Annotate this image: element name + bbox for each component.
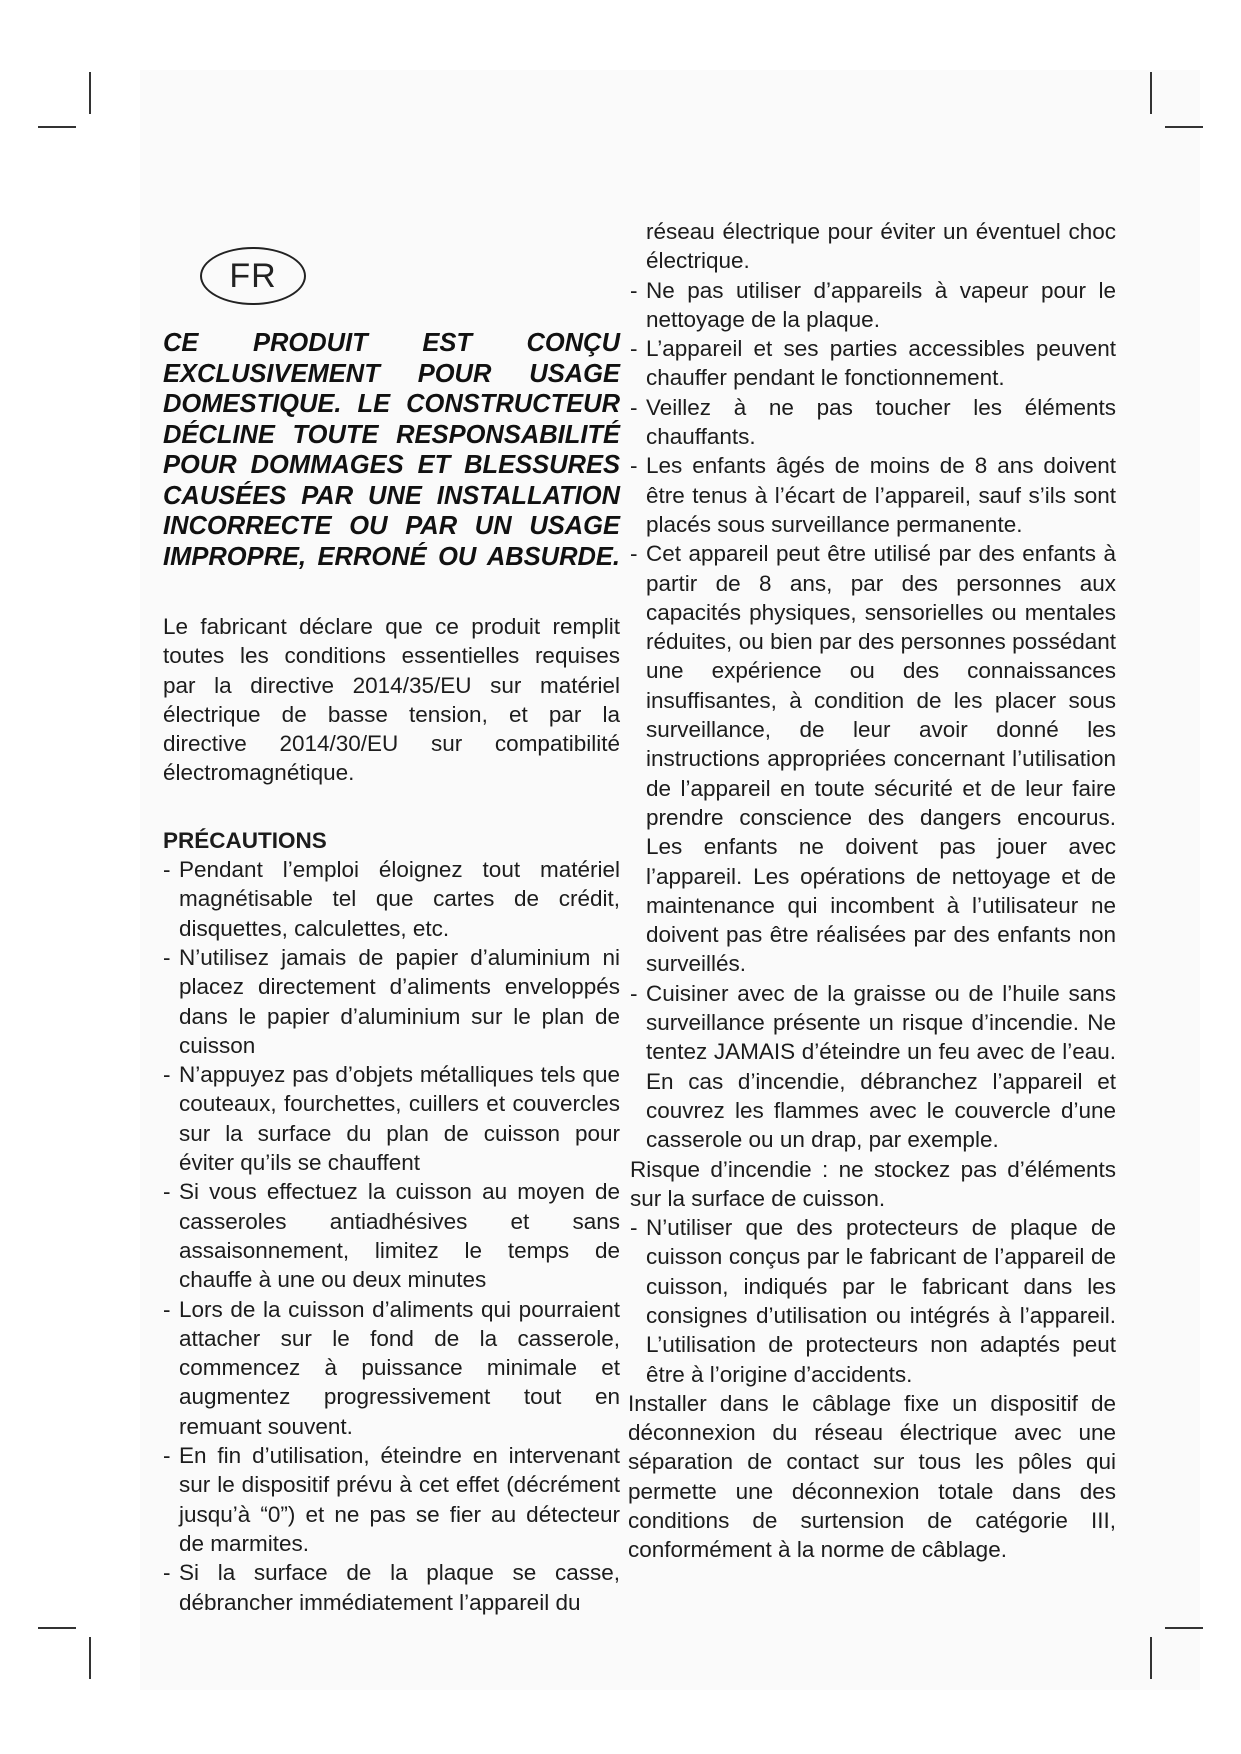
precautions-title: PRÉCAUTIONS	[163, 827, 327, 853]
dash-bullet: -	[630, 453, 638, 479]
right-column	[630, 217, 1116, 1565]
list-item	[163, 1060, 620, 1177]
list-item-text: L’appareil et ses parties accessibles peuvent chauffer pendant le fonctionnement.	[646, 336, 1116, 391]
list-item-text: En fin d’utilisation, éteindre en intervenant sur le dispositif prévu à cet effet (décrément jusqu’à “0”) et ne pas se fier au détecteur de marmites.	[179, 1443, 620, 1556]
crop-mark-bottom-right-vertical	[1150, 1637, 1152, 1679]
list-item	[163, 855, 620, 943]
dash-bullet: -	[630, 980, 638, 1006]
dash-bullet: -	[630, 394, 638, 420]
list-item	[163, 1177, 620, 1294]
list-item	[630, 393, 1116, 452]
list-item-text: Pendant l’emploi éloignez tout matériel magnétisable tel que cartes de crédit, disquettes, calculettes, etc.	[179, 857, 620, 941]
list-item-text: Cet appareil peut être utilisé par des enfants à partir de 8 ans, par des personnes aux capacités physiques, sensorielles ou mentales réduites, ou bien par des personnes possédant une expérience ou des connaissances insuffisantes, à condition de les placer sous surveillance, de leur avoir donné les instructions appropriées concernant l’utilisation de l’appareil en toute sécurité et de leur faire prendre conscience des dangers encourus. Les enfants ne doivent pas jouer avec l’appareil. Les opérations de nettoyage et de maintenance qui incombent à l’utilisateur ne doivent pas être réalisées par des enfants non surveillés.	[646, 541, 1116, 977]
dash-bullet: -	[163, 1296, 171, 1322]
dash-bullet: -	[163, 1062, 171, 1088]
precautions-list-right-end	[630, 1213, 1116, 1389]
left-column	[163, 328, 620, 1617]
list-item	[163, 943, 620, 1060]
dash-bullet: -	[163, 1179, 171, 1205]
list-item-text: Ne pas utiliser d’appareils à vapeur pour le nettoyage de la plaque.	[646, 277, 1116, 332]
list-item-text: Cuisiner avec de la graisse ou de l’huile sans surveillance présente un risque d’incendie. Ne tentez JAMAIS d’éteindre un feu avec de l’eau. En cas d’incendie, débranchez l’appareil et couvrez les flammes avec le couvercle d’une casserole ou un drap, par exemple.	[646, 980, 1116, 1153]
list-item-text: Les enfants âgés de moins de 8 ans doivent être tenus à l’écart de l’appareil, sauf s’ils sont placés sous surveillance permanente.	[646, 453, 1116, 537]
list-item-text: Lors de la cuisson d’aliments qui pourraient attacher sur le fond de la casserole, commencez à puissance minimale et augmentez progressivement tout en remuant souvent.	[179, 1296, 620, 1439]
dash-bullet: -	[630, 541, 638, 567]
list-item	[630, 539, 1116, 978]
dash-bullet: -	[163, 857, 171, 883]
dash-bullet: -	[630, 277, 638, 303]
list-item-text: Si la surface de la plaque se casse, débrancher immédiatement l’appareil du	[179, 1560, 620, 1615]
list-item	[630, 276, 1116, 335]
crop-mark-top-right-vertical	[1150, 72, 1152, 114]
dash-bullet: -	[630, 1215, 638, 1241]
list-item	[163, 1441, 620, 1558]
installation-text: Installer dans le câblage fixe un dispositif de déconnexion du réseau électrique avec une séparation de contact sur tous les pôles qui permette une déconnexion totale dans des conditions de surtension de catégorie III, conformément à la norme de câblage.	[628, 1390, 1116, 1563]
list-item-text: N’utilisez jamais de papier d’aluminium ni placez directement d’aliments enveloppés dans le papier d’aluminium sur le plan de cuisson	[179, 944, 620, 1058]
crop-mark-bottom-left-horizontal	[38, 1627, 76, 1629]
list-item-text: Si vous effectuez la cuisson au moyen de casseroles antiadhésives et sans assaisonnement, limitez le temps de chauffe à une ou deux minutes	[179, 1179, 620, 1293]
crop-mark-top-right-horizontal	[1165, 126, 1203, 128]
list-item	[630, 1213, 1116, 1389]
language-badge: FR	[200, 247, 306, 305]
crop-mark-bottom-left-vertical	[89, 1637, 91, 1679]
crop-mark-top-left-vertical	[89, 72, 91, 114]
dash-bullet: -	[163, 1560, 171, 1586]
list-item	[630, 979, 1116, 1155]
list-item	[630, 334, 1116, 393]
continuation-text: réseau électrique pour éviter un éventuel choc électrique.	[646, 219, 1116, 274]
list-item-text: N’appuyez pas d’objets métalliques tels que couteaux, fourchettes, cuillers et couvercles sur la surface du plan de cuisson pour éviter qu’ils se chauffent	[179, 1062, 620, 1176]
list-item-text: Veillez à ne pas toucher les éléments chauffants.	[646, 394, 1116, 450]
conformity-declaration: Le fabricant déclare que ce produit remplit toutes les conditions essentielles requises par la directive 2014/35/EU sur matériel électrique de basse tension, et par la directive 2014/30/EU sur compatibilité électromagnétique.	[163, 614, 620, 786]
precautions-list-right	[630, 276, 1116, 1155]
dash-bullet: -	[163, 944, 171, 970]
domestic-use-warning: CE PRODUIT EST CONÇU EXCLUSIVEMENT POUR USAGE DOMESTIQUE. LE CONSTRUCTEUR DÉCLINE TOUTE RESPONSABILITÉ POUR DOMMAGES ET BLESSURES CAUSÉES PAR UNE INSTALLATION INCORRECTE OU PAR UN USAGE IMPROPRE, ERRONÉ OU ABSURDE.	[163, 329, 620, 571]
fire-risk-text: Risque d’incendie : ne stockez pas d’éléments sur la surface de cuisson.	[630, 1156, 1116, 1211]
list-item-text: N’utiliser que des protecteurs de plaque de cuisson conçus par le fabricant de l’appareil de cuisson, indiqués par le fabricant dans les consignes d’utilisation ou intégrés à l’appareil. L’utilisation de protecteurs non adaptés peut être à l’origine d’accidents.	[646, 1215, 1116, 1387]
crop-mark-top-left-horizontal	[38, 126, 76, 128]
list-item	[630, 451, 1116, 539]
crop-mark-bottom-right-horizontal	[1165, 1627, 1203, 1629]
precautions-list-left	[163, 855, 620, 1617]
list-item	[163, 1295, 620, 1441]
dash-bullet: -	[630, 336, 638, 362]
dash-bullet: -	[163, 1443, 171, 1469]
list-item	[163, 1558, 620, 1617]
